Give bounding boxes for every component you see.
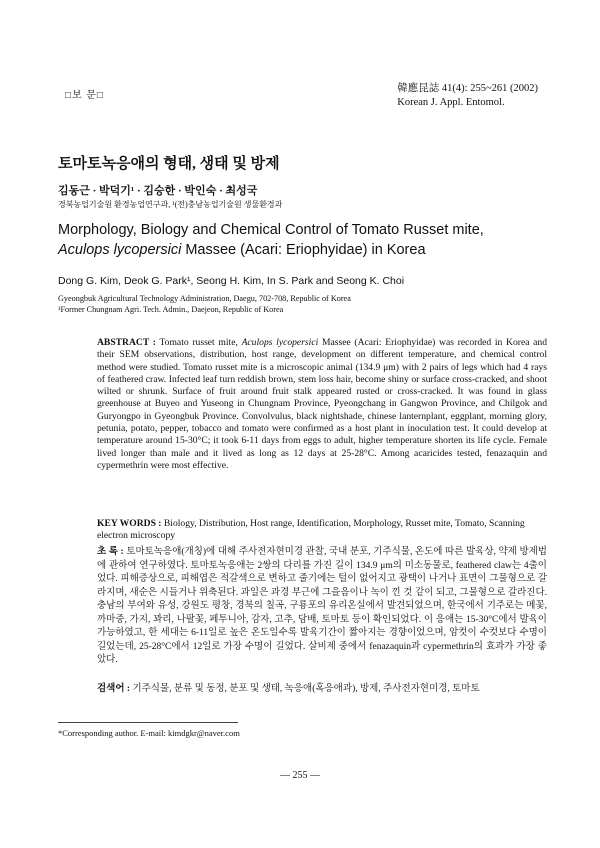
english-affiliation-2: ¹Former Chungnam Agri. Tech. Admin., Daejeon, Republic of Korea: [58, 305, 284, 314]
english-title-line1: Morphology, Biology and Chemical Control of Tomato Russet mite,: [58, 222, 484, 238]
keywords-text: Biology, Distribution, Host range, Identification, Morphology, Russet mite, Tomato, Scanning electron microscopy: [97, 518, 525, 542]
abstract-label: ABSTRACT :: [97, 337, 156, 348]
korean-title: 토마토녹응애의 형태, 생태 및 방제: [58, 156, 280, 172]
keywords-label: KEY WORDS :: [97, 518, 162, 529]
footnote-rule: [58, 722, 238, 723]
journal-citation-korean: 韓應昆誌 41(4): 255~261 (2002): [397, 83, 538, 94]
journal-name-english: Korean J. Appl. Entomol.: [397, 97, 505, 108]
english-abstract: [97, 337, 547, 472]
english-title-line2: [58, 240, 548, 260]
journal-citation: [397, 82, 538, 110]
korean-keywords-text: 기주식물, 분류 및 동정, 분포 및 생태, 녹응애(혹응애과), 방제, 주사전자현미경, 토마토: [130, 684, 480, 694]
korean-abstract: [97, 546, 547, 668]
korean-authors: 김동근 · 박덕기¹ · 김승한 · 박인숙 · 최성국: [58, 185, 258, 197]
korean-affiliation: 경북농업기술원 환경농업연구과, ¹(전)충남농업기술원 생물환경과: [58, 200, 283, 209]
abstract-text-2: Massee (Acari: Eriophyidae) was recorded in Korea and their SEM observations, distribution, host range, development on different temperature, and chemical control method were studied. Tomato russet mite is a microscopic animal (134.9 μm) with 2 pairs of legs which had 4 rays of feathered craw. Infected leaf turn reddish brown, stem loss hair, become shiny or surface cross-cracked, and shoot wilted or shrunk. Surface of fruit around fruit stalk appeared rusted or cross-cracked. It was found in glass greenhouse at Buyeo and Yuseong in Chungnam Province, Pyeongchang in Gangwon Province, and Chilgok and Guryongpo in Gyeongbuk Province. Convolvulus, black nightshade, chinese lanternplant, eggplant, morning glory, petunia, potato, pepper, tobacco and tomato were confirmed as a host plant in inoculation test. It could develop at temperature around 15-30°C; it took 6-11 days from eggs to adult, higher temperature shorten its life cycle. Female lived longer than male and it lived as long as 12 days at 25-28°C. Among acaricides tested, fenazaquin and cypermethrin were most effective.: [97, 337, 547, 471]
english-keywords: [97, 518, 547, 543]
abstract-text-1: Tomato russet mite,: [155, 337, 242, 348]
korean-keywords-label: 검색어 :: [97, 684, 131, 694]
korean-abstract-text: 토마토녹응애(개칭)에 대해 주사전자현미경 관찰, 국내 분포, 기주식물, 온도에 따른 발육상, 약제 방제법에 관하여 연구하였다. 토마토녹응애는 2쌍의 다리를 가진 길이 134.9 μm의 미소동물로, feathered claw는 4출이었다. 피해증상으로, 피해엽은 적갈색으로 변하고 줄기에는 털이 없어지고 광택이 나거나 표면이 그물형으로 갈라지며, 새순은 시들거나 위축된다. 과일은 과경 부근에 그을음이나 녹이 낀 것 같이 되고, 그물형으로 갈라진다. 충남의 부여와 유성, 강원도 평창, 경북의 칠곡, 구룡포의 유리온실에서 발견되었으며, 한국에서 기주로는 메꽃, 까마중, 가지, 꽈리, 나팔꽃, 페투니아, 감자, 고추, 담배, 토마토 등이 확인되었다. 이 응애는 15-30°C에서 발육이 가능하였고, 한 세대는 6-11일로 높은 온도일수록 발육기간이 짧아지는 경향이었으며, 암컷이 수컷보다 수명이 길었는데, 25-28°C에서 12일로 가장 수명이 길었다. 살비제 중에서 fenazaquin과 cypermethrin의 효과가 가장 좋았다.: [97, 547, 547, 665]
english-title-line2-rest: Massee (Acari: Eriophyidae) in Korea: [181, 242, 426, 258]
page-number: — 255 —: [280, 770, 320, 781]
english-affiliation: [58, 293, 351, 315]
species-name: Aculops lycopersici: [58, 242, 182, 258]
korean-keywords: [97, 680, 547, 694]
english-authors: Dong G. Kim, Deok G. Park¹, Seong H. Kim, In S. Park and Seong K. Choi: [58, 275, 405, 287]
english-title: [58, 220, 548, 260]
abstract-species: Aculops lycopersici: [241, 337, 319, 348]
english-affiliation-1: Gyeongbuk Agricultural Technology Administration, Daegu, 702-708, Republic of Korea: [58, 294, 351, 303]
corresponding-author-footnote: *Corresponding author. E-mail: kimdgkr@naver.com: [58, 728, 240, 738]
article-type-tag: □보 문□: [65, 90, 104, 101]
korean-abstract-label: 초 록 :: [97, 547, 124, 557]
